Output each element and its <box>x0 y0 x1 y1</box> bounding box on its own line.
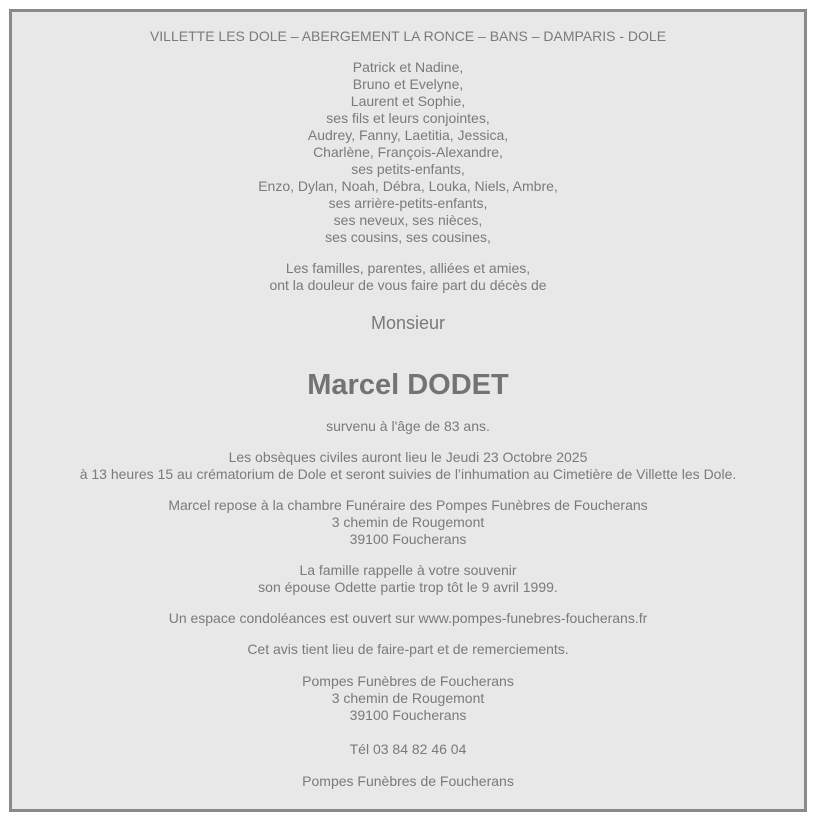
family-line: ses neveux, ses nièces, <box>333 212 483 228</box>
family-line: Enzo, Dylan, Noah, Débra, Louka, Niels, Ambre, <box>258 178 558 194</box>
rest-place <box>12 497 804 548</box>
signature-line: Pompes Funèbres de Foucherans <box>302 773 514 789</box>
family-line: ses arrière-petits-enfants, <box>328 195 488 211</box>
rest-place-line: 39100 Foucherans <box>349 531 467 547</box>
funeral-home-line: 3 chemin de Rougemont <box>331 690 485 706</box>
family-line: ses petits-enfants, <box>351 161 465 177</box>
funeral-home-line: 39100 Foucherans <box>349 707 467 723</box>
obituary-card <box>9 9 807 812</box>
family-line: ses fils et leurs conjointes, <box>326 110 490 126</box>
funeral-home-line: Pompes Funèbres de Foucherans <box>302 673 514 689</box>
remembrance-line: son épouse Odette partie trop tôt le 9 avril 1999. <box>258 579 558 595</box>
age-line: survenu à l'âge de 83 ans. <box>326 418 490 434</box>
family-line: Audrey, Fanny, Laetitia, Jessica, <box>307 127 509 143</box>
funeral-line: à 13 heures 15 au crématorium de Dole et seront suivies de l’inhumation au Cimetière de Villette les Dole. <box>79 466 737 482</box>
funeral-details <box>12 449 804 483</box>
remembrance <box>12 562 804 596</box>
family-line: Bruno et Evelyne, <box>352 76 464 92</box>
announcement <box>12 260 804 294</box>
family-list <box>12 59 804 246</box>
rest-place-line: 3 chemin de Rougemont <box>331 514 485 530</box>
locations-header: VILLETTE LES DOLE – ABERGEMENT LA RONCE – BANS – DAMPARIS - DOLE <box>149 28 667 44</box>
family-line: ses cousins, ses cousines, <box>325 229 491 245</box>
announcement-line: Les familles, parentes, alliées et amies, <box>285 260 531 276</box>
family-line: Charlène, François-Alexandre, <box>313 144 503 160</box>
announcement-line: ont la douleur de vous faire part du décès de <box>269 277 547 293</box>
family-line: Patrick et Nadine, <box>352 59 464 75</box>
funeral-line: Les obsèques civiles auront lieu le Jeudi 23 Octobre 2025 <box>228 449 588 465</box>
phone-line: Tél 03 84 82 46 04 <box>349 741 467 757</box>
rest-place-line: Marcel repose à la chambre Funéraire des Pompes Funèbres de Foucherans <box>168 497 648 513</box>
funeral-home-address <box>12 673 804 724</box>
deceased-name: Marcel DODET <box>307 369 509 401</box>
family-line: Laurent et Sophie, <box>350 93 466 109</box>
remembrance-line: La famille rappelle à votre souvenir <box>299 562 517 578</box>
honorific: Monsieur <box>370 313 446 333</box>
condolences-line: Un espace condoléances est ouvert sur www.pompes-funebres-foucherans.fr <box>168 610 648 626</box>
notice-line: Cet avis tient lieu de faire-part et de remerciements. <box>247 641 569 657</box>
obituary-content <box>12 12 804 790</box>
